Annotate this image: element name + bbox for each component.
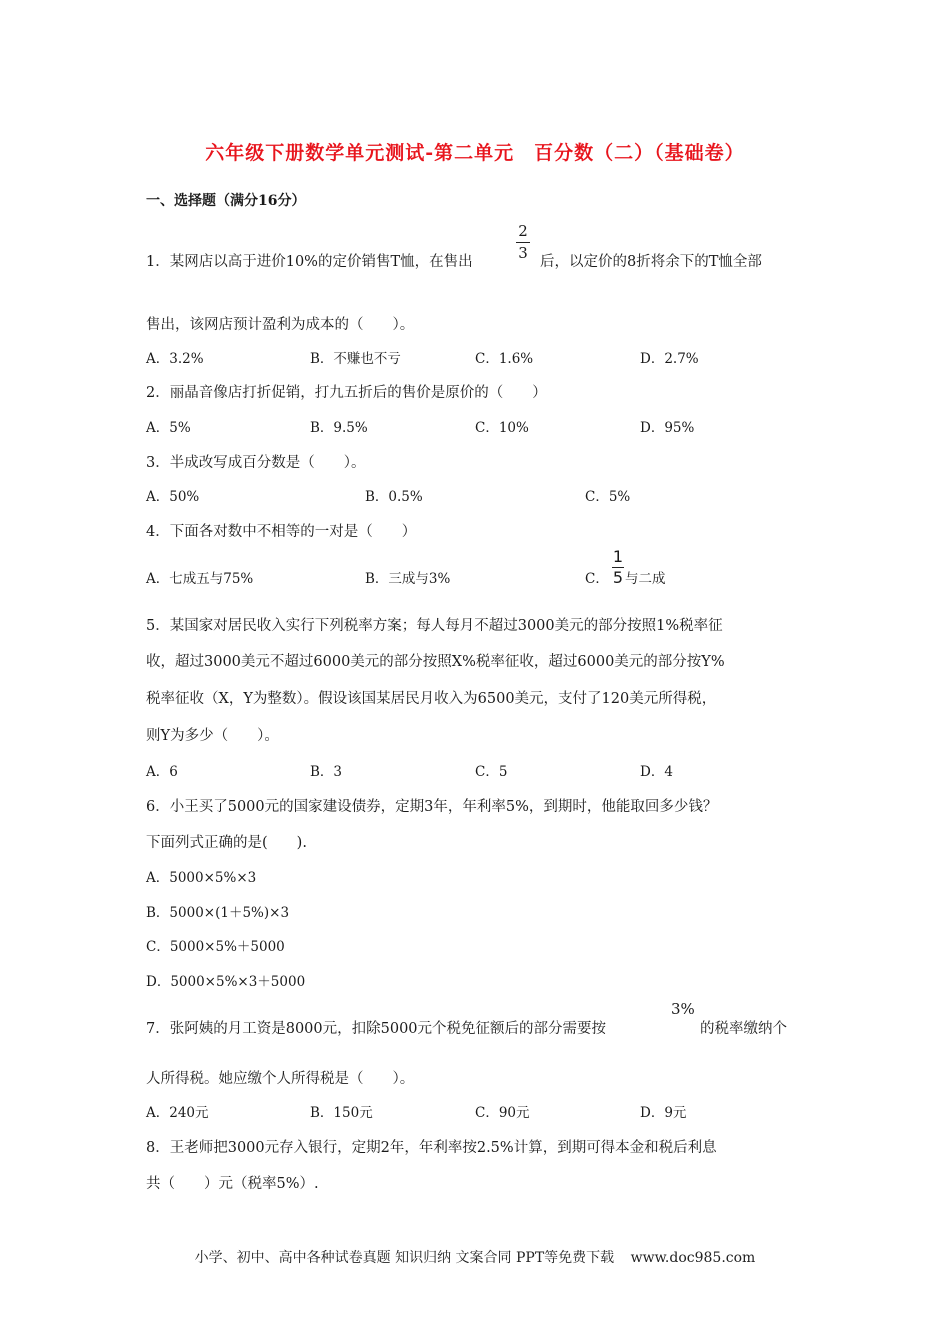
q5-option-b[interactable]: B．3 [310,764,343,780]
q2-option-a[interactable]: A．5% [146,420,191,436]
q4-option-b[interactable]: B．三成与3% [365,571,451,587]
q4-option-c-fraction[interactable] [612,549,624,586]
footer-url[interactable]: www.doc985.com [630,1250,756,1266]
q6-option-c[interactable]: C．5000×5%＋5000 [146,939,285,955]
q5-line3: 税率征收（X，Y为整数）。假设该国某居民月收入为6500美元，支付了120美元所得税， [146,691,717,707]
q5-line1: 5．某国家对居民收入实行下列税率方案；每人每月不超过3000美元的部分按照1%税率征 [146,618,723,634]
q6-option-b[interactable]: B．5000×(1＋5%)×3 [146,905,290,921]
q1-text-before: 1．某网店以高于进价10%的定价销售T恤，在售出 [146,254,473,270]
q1-option-a[interactable]: A．3.2% [146,351,204,367]
q2-option-b[interactable]: B．9.5% [310,420,368,436]
q7-rate: 3% [671,1000,695,1018]
q4-option-a[interactable]: A．七成五与75% [146,571,254,587]
q6-option-d[interactable]: D．5000×5%×3＋5000 [146,974,306,990]
q3-option-b[interactable]: B．0.5% [365,489,423,505]
q6-line1: 6．小王买了5000元的国家建设债券，定期3年，年利率5%，到期时，他能取回多少钱？ [146,799,718,815]
q6-line2: 下面列式正确的是( ). [146,835,307,851]
q5-option-a[interactable]: A．6 [146,764,178,780]
q7-option-c[interactable]: C．90元 [475,1105,530,1121]
page-title: 六年级下册数学单元测试-第二单元 百分数（二）（基础卷） [205,142,745,164]
footer-text: 小学、初中、高中各种试卷真题 知识归纳 文案合同 PPT等免费下载 [194,1250,615,1266]
q1-option-c[interactable]: C．1.6% [475,351,534,367]
q4-fraction-denominator: 5 [612,568,624,587]
q4-option-c-suffix[interactable]: 与二成 [625,571,666,587]
q1-option-b[interactable]: B．不赚也不亏 [310,351,401,367]
q7-option-b[interactable]: B．150元 [310,1105,373,1121]
q7-text-before: 7．张阿姨的月工资是8000元，扣除5000元个税免征额后的部分需要按 [146,1021,607,1037]
q1-fraction-denominator: 3 [518,244,528,262]
page-footer [0,1247,950,1267]
q1-text-line2: 售出，该网店预计盈利为成本的（ ）。 [146,317,415,333]
q8-line2: 共（ ）元（税率5%）. [146,1176,319,1192]
q7-option-d[interactable]: D．9元 [640,1105,687,1121]
q4-text: 4．下面各对数中不相等的一对是（ ） [146,524,417,540]
q5-line2: 收，超过3000美元不超过6000美元的部分按照X%税率征收，超过6000美元的部分按Y% [146,654,725,670]
q1-fraction-numerator: 2 [518,222,528,240]
q6-option-a[interactable]: A．5000×5%×3 [146,870,257,886]
q2-text: 2．丽晶音像店打折促销，打九五折后的售价是原价的（ ） [146,385,547,401]
q8-line1: 8．王老师把3000元存入银行，定期2年，年利率按2.5%计算，到期可得本金和税后利息 [146,1140,717,1156]
q3-text: 3．半成改写成百分数是（ ）。 [146,455,366,471]
q1-text-after: 后，以定价的8折将余下的T恤全部 [540,254,762,270]
q7-text-line2: 人所得税。她应缴个人所得税是（ ）。 [146,1071,415,1087]
q4-option-c-prefix[interactable]: C． [585,571,609,587]
section-heading: 一、选择题（满分16分） [146,193,306,209]
q7-option-a[interactable]: A．240元 [146,1105,209,1121]
q1-fraction [516,224,530,261]
q1-option-d[interactable]: D．2.7% [640,351,699,367]
q3-option-c[interactable]: C．5% [585,489,631,505]
q5-line4: 则Y为多少（ ）。 [146,728,279,744]
q5-option-c[interactable]: C．5 [475,764,508,780]
q7-text-after: 的税率缴纳个 [700,1021,787,1037]
q2-option-c[interactable]: C．10% [475,420,529,436]
q3-option-a[interactable]: A．50% [146,489,200,505]
q4-fraction-numerator: 1 [612,547,624,566]
q2-option-d[interactable]: D．95% [640,420,695,436]
q5-option-d[interactable]: D．4 [640,764,673,780]
